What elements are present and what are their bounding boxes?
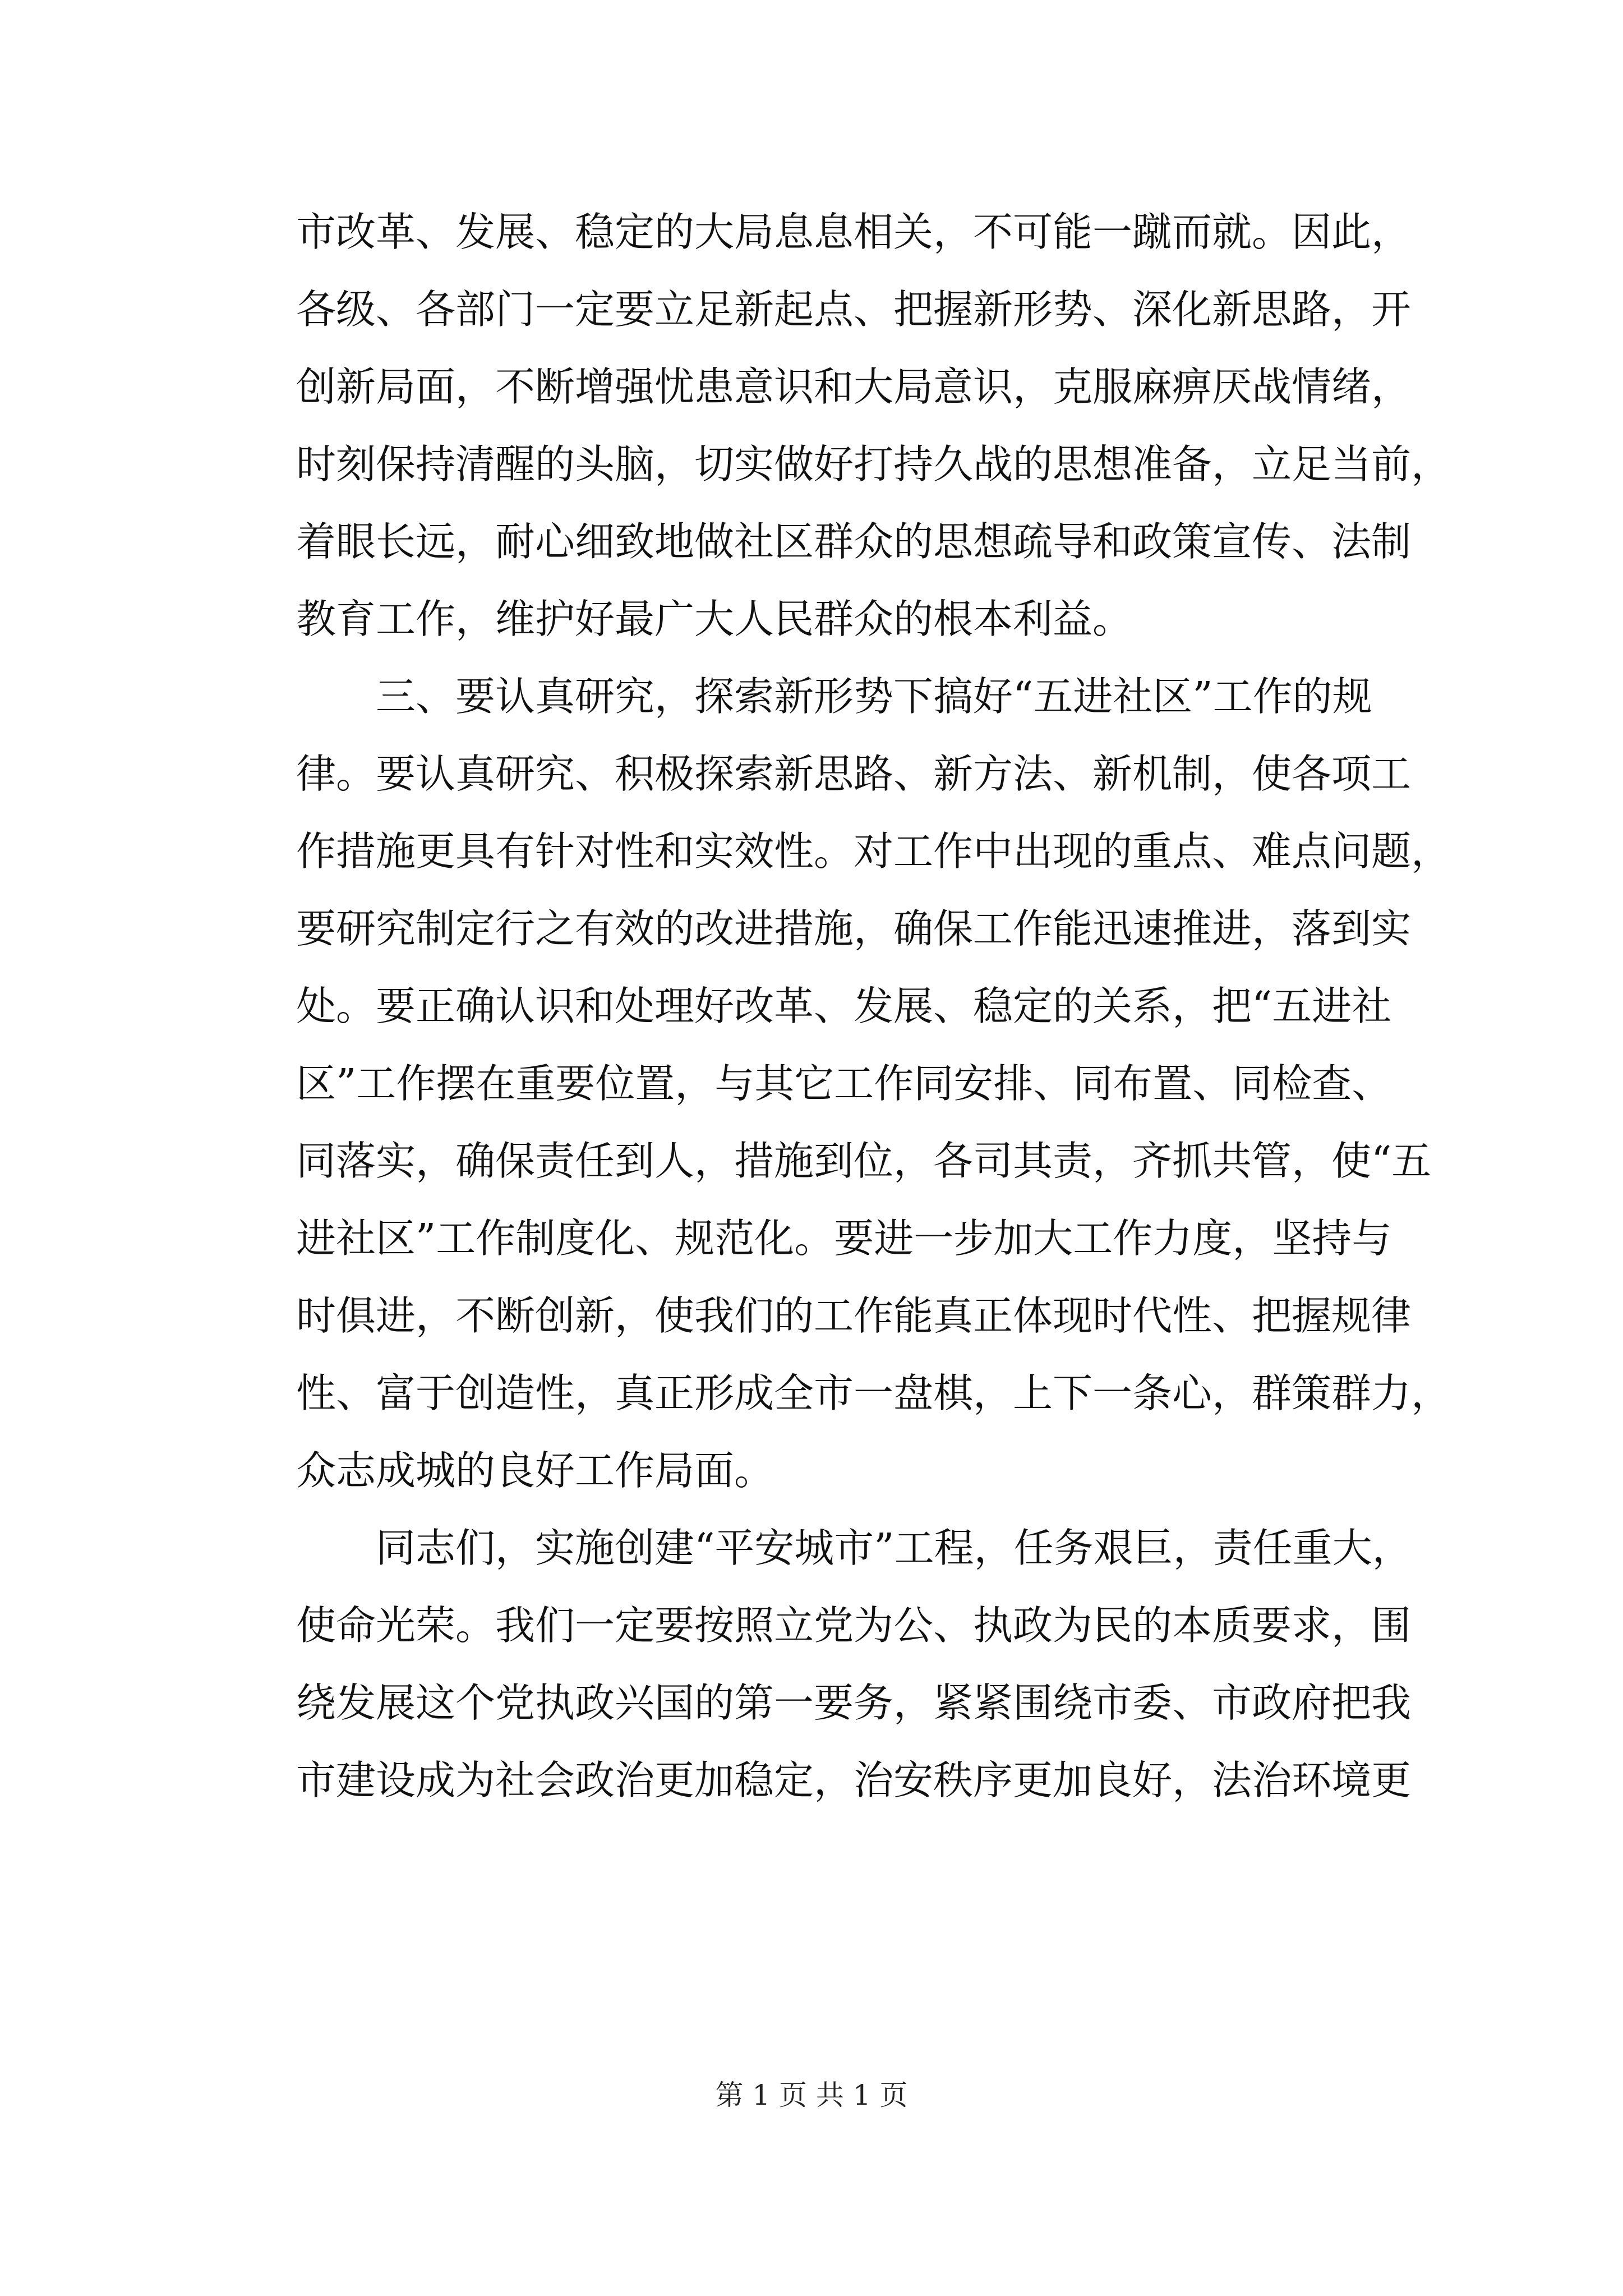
text-line: 要研究制定行之有效的改进措施，确保工作能迅速推进，落到实 (296, 905, 1412, 952)
document-body (296, 194, 1451, 1819)
text-line: 时俱进，不断创新，使我们的工作能真正体现时代性、把握规律 (296, 1292, 1412, 1339)
text-line: 同志们，实施创建“平安城市”工程，任务艰巨，责任重大， (376, 1525, 1412, 1571)
paragraph-1 (296, 194, 1451, 658)
text-line: 众志成城的良好工作局面。 (296, 1447, 774, 1494)
text-line: 教育工作，维护好最广大人民群众的根本利益。 (296, 596, 1133, 642)
text-line: 各级、各部门一定要立足新起点、把握新形势、深化新思路，开 (296, 286, 1412, 333)
text-line: 同落实，确保责任到人，措施到位，各司其责，齐抓共管，使“五 (296, 1138, 1432, 1184)
text-line: 进社区”工作制度化、规范化。要进一步加大工作力度，坚持与 (296, 1215, 1392, 1262)
page-footer (0, 2078, 1623, 2112)
text-line: 区”工作摆在重要位置，与其它工作同安排、同布置、同检查、 (296, 1060, 1392, 1107)
paragraph-3 (296, 1510, 1440, 1819)
page-number: 第 1 页 共 1 页 (715, 2079, 908, 2111)
text-line: 绕发展这个党执政兴国的第一要务，紧紧围绕市委、市政府把我 (296, 1680, 1412, 1726)
text-line: 三、要认真研究，探索新形势下搞好“五进社区”工作的规 (376, 673, 1372, 720)
text-line: 着眼长远，耐心细致地做社区群众的思想疏导和政策宣传、法制 (296, 518, 1412, 565)
text-line: 市改革、发展、稳定的大局息息相关，不可能一蹴而就。因此， (296, 209, 1412, 255)
text-line: 作措施更具有针对性和实效性。对工作中出现的重点、难点问题， (296, 828, 1451, 875)
paragraph-2 (296, 658, 1451, 1510)
text-line: 处。要正确认识和处理好改革、发展、稳定的关系，把“五进社 (296, 983, 1392, 1029)
text-line: 时刻保持清醒的头脑，切实做好打持久战的思想准备，立足当前， (296, 441, 1451, 487)
text-line: 律。要认真研究、积极探索新思路、新方法、新机制，使各项工 (296, 751, 1412, 797)
text-line: 使命光荣。我们一定要按照立党为公、执政为民的本质要求，围 (296, 1602, 1412, 1649)
text-line: 性、富于创造性，真正形成全市一盘棋，上下一条心，群策群力， (296, 1370, 1451, 1416)
text-line: 市建设成为社会政治更加稳定，治安秩序更加良好，法治环境更 (296, 1757, 1412, 1803)
text-line: 创新局面，不断增强忧患意识和大局意识，克服麻痹厌战情绪， (296, 364, 1412, 410)
